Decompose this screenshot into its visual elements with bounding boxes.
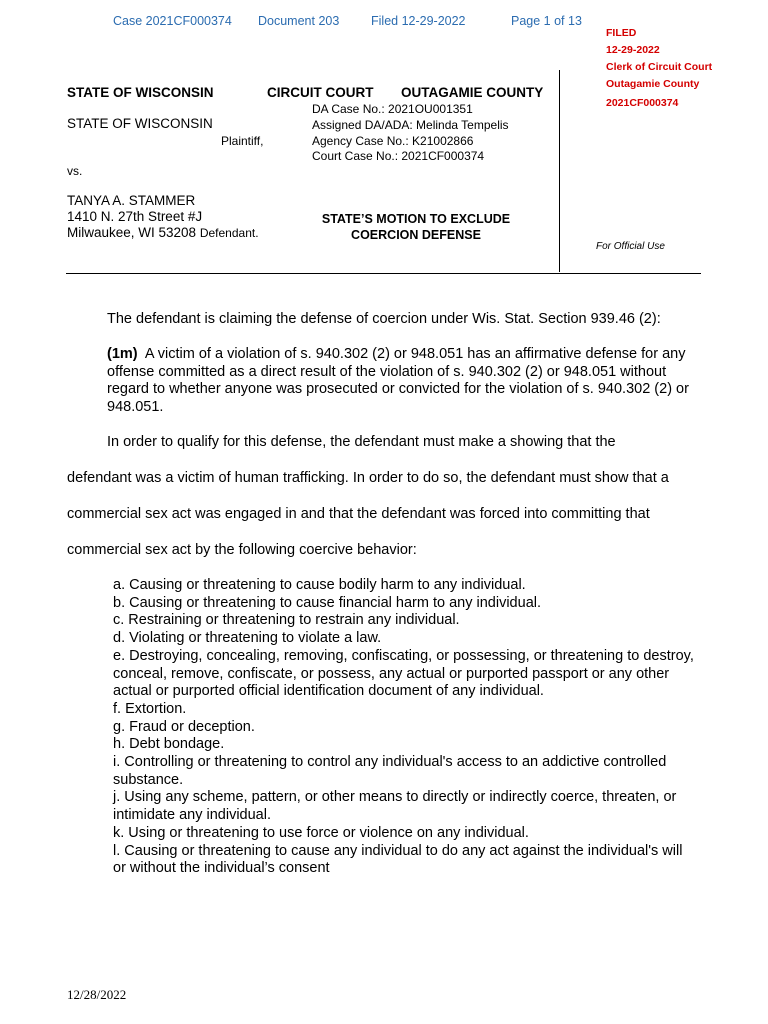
caption-court: CIRCUIT COURT <box>267 85 374 100</box>
list-item: j. Using any scheme, pattern, or other means to directly or indirectly coerce, threaten, or intimidate any individual. <box>113 789 677 824</box>
argument-line-4: commercial sex act by the following coercive behavior: <box>67 542 417 558</box>
stamp-county: Outagamie County <box>606 78 700 90</box>
assigned-da: Assigned DA/ADA: Melinda Tempelis <box>312 118 509 132</box>
list-item: a. Causing or threatening to cause bodily harm to any individual. <box>113 577 526 593</box>
agency-case-number: Agency Case No.: K21002866 <box>312 134 474 148</box>
list-item: i. Controlling or threatening to control any individual's access to an addictive controlled substance. <box>113 754 667 788</box>
stamp-case: 2021CF000374 <box>606 97 679 109</box>
filed-date-header: Filed 12-29-2022 <box>371 14 466 28</box>
da-case-number: DA Case No.: 2021OU001351 <box>312 102 473 116</box>
footer-date: 12/28/2022 <box>67 987 127 1002</box>
official-use-label: For Official Use <box>596 241 665 252</box>
caption-horizontal-divider <box>66 273 701 274</box>
versus-label: vs. <box>67 164 83 178</box>
motion-title <box>296 211 536 243</box>
page-indicator: Page 1 of 13 <box>511 14 582 28</box>
motion-title-line1: STATE’S MOTION TO EXCLUDE <box>321 212 511 226</box>
document-number-header: Document 203 <box>258 14 340 28</box>
statute-quote-label: (1m) <box>107 346 138 362</box>
plaintiff-role: Plaintiff, <box>221 134 264 148</box>
intro-paragraph: The defendant is claiming the defense of coercion under Wis. Stat. Section 939.46 (2): <box>107 311 661 327</box>
list-item: e. Destroying, concealing, removing, confiscating, or possessing, or threatening to destroy, conceal, remove, confiscate, or possess, any actual or purported passport or any other actual or purported official identification document of any individual. <box>113 647 694 700</box>
list-item: g. Fraud or deception. <box>113 718 255 735</box>
list-item: k. Using or threatening to use force or violence on any individual. <box>113 824 529 841</box>
motion-title-line2: COERCION DEFENSE <box>351 228 481 242</box>
list-item: d. Violating or threatening to violate a law. <box>113 630 382 647</box>
defendant-street: 1410 N. 27th Street #J <box>67 209 203 224</box>
caption-state: STATE OF WISCONSIN <box>67 85 214 100</box>
court-case-number: Court Case No.: 2021CF000374 <box>312 149 485 163</box>
defendant-city-line <box>67 225 259 240</box>
stamp-clerk: Clerk of Circuit Court <box>606 61 713 73</box>
defendant-name: TANYA A. STAMMER <box>67 193 196 208</box>
statute-quote <box>107 346 707 416</box>
coercive-behavior-list <box>113 577 713 878</box>
list-item: l. Causing or threatening to cause any individual to do any act against the individual's will or without the individual’s consent <box>113 842 683 877</box>
case-number-header: Case 2021CF000374 <box>113 14 232 28</box>
caption-vertical-divider <box>559 70 560 272</box>
argument-line-1: In order to qualify for this defense, the defendant must make a showing that the <box>107 434 616 450</box>
list-item: b. Causing or threatening to cause financial harm to any individual. <box>113 594 542 611</box>
defendant-city: Milwaukee, WI 53208 <box>67 225 197 240</box>
defendant-role: Defendant. <box>199 226 259 240</box>
stamp-filed: FILED <box>606 27 637 39</box>
statute-quote-text: A victim of a violation of s. 940.302 (2) or 948.051 has an affirmative defense for any offense committed as a direct result of the violation of s. 940.302 (2) or 948.051 without regard to whether anyone was prosecuted or convicted for the violation of s. 940.302 (2) or 948.051. <box>107 346 689 415</box>
list-item: h. Debt bondage. <box>113 736 225 753</box>
argument-line-2: defendant was a victim of human trafficking. In order to do so, the defendant must show that a <box>67 470 669 486</box>
list-item: c. Restraining or threatening to restrain any individual. <box>113 612 460 629</box>
stamp-date: 12-29-2022 <box>606 44 660 56</box>
caption-county: OUTAGAMIE COUNTY <box>401 85 544 100</box>
argument-line-3: commercial sex act was engaged in and that the defendant was forced into committing that <box>67 506 650 522</box>
list-item: f. Extortion. <box>113 700 187 717</box>
plaintiff-name: STATE OF WISCONSIN <box>67 116 213 131</box>
